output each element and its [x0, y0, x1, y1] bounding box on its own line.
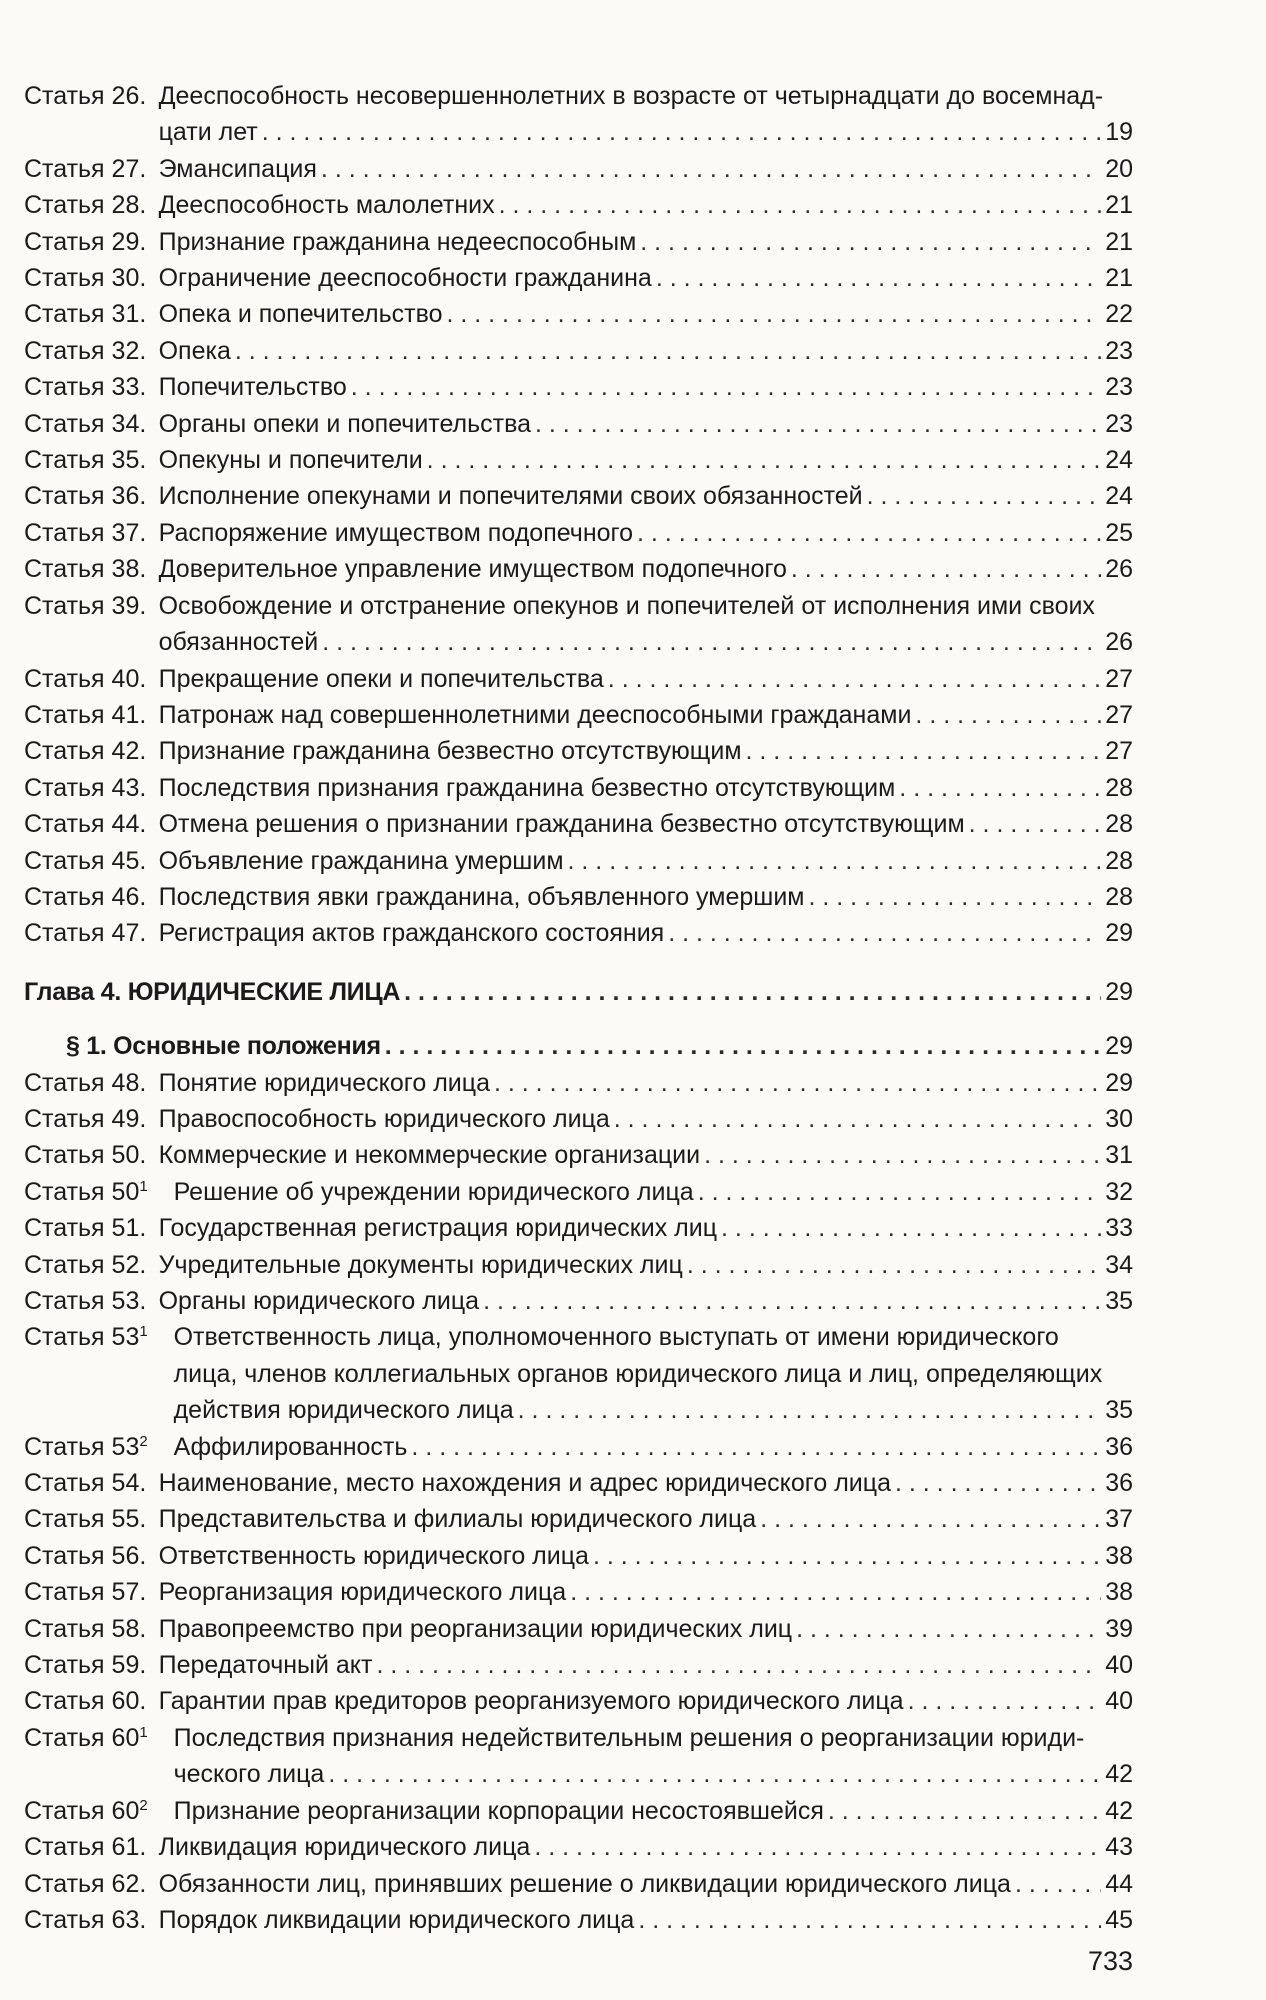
article-label: Статья [24, 1177, 105, 1206]
article-page: 25 [1105, 518, 1133, 547]
dot-leader [321, 151, 1101, 187]
article-page: 29 [1105, 919, 1133, 948]
article-page: 38 [1105, 1578, 1133, 1607]
toc-entry [24, 1210, 1133, 1246]
article-title: Дееспособность малолетних [158, 191, 495, 220]
article-number: 54. [111, 1469, 147, 1498]
article-number: 43. [111, 773, 147, 802]
toc-list-chapter-3 [24, 78, 1133, 952]
article-page: 27 [1105, 737, 1133, 766]
toc-entry [24, 1793, 1133, 1829]
article-label: Статья [24, 1796, 105, 1825]
article-title: Решение об учреждении юридического лица [173, 1177, 694, 1206]
dot-leader [568, 843, 1102, 879]
article-page: 21 [1105, 227, 1133, 256]
article-label: Статья [24, 1141, 105, 1170]
article-label: Статья [24, 1104, 105, 1133]
toc-entry [24, 1902, 1133, 1938]
article-label: Статья [24, 1869, 105, 1898]
dot-leader [895, 1465, 1101, 1501]
toc-entry [24, 151, 1133, 187]
article-label: Статья [24, 1651, 105, 1680]
toc-entry [24, 1174, 1133, 1210]
article-label: Статья [24, 919, 105, 948]
article-number: 36. [111, 482, 147, 511]
article-label: Статья [24, 373, 105, 402]
article-number: 27. [111, 154, 147, 183]
article-page: 35 [1105, 1287, 1133, 1315]
toc-entry [24, 588, 1133, 661]
article-title: цати лет [158, 118, 258, 147]
article-label: Статья [24, 1068, 105, 1097]
toc-entry [24, 661, 1133, 697]
dot-leader [796, 1611, 1101, 1647]
article-page: 32 [1105, 1177, 1133, 1206]
dot-leader [427, 442, 1102, 478]
article-label: Статья [24, 1614, 105, 1643]
dot-leader [698, 1174, 1102, 1210]
article-label: Статья [24, 191, 105, 220]
article-page: 36 [1105, 1469, 1133, 1498]
article-title: Объявление гражданина умершим [158, 846, 564, 875]
article-page: 27 [1105, 700, 1133, 729]
article-number: 48. [111, 1068, 147, 1097]
dot-leader [760, 1501, 1101, 1537]
article-number: 39. [111, 591, 147, 620]
toc-entry [24, 1429, 1133, 1465]
article-number: 26. [111, 82, 147, 110]
article-title: Обязанности лиц, принявших решение о ликвидации юридического лица [158, 1869, 1011, 1898]
article-label: Статья [24, 336, 105, 365]
article-label: Статья [24, 737, 105, 766]
article-title: Прекращение опеки и попечительства [158, 664, 604, 693]
article-label: Статья [24, 82, 105, 110]
page-number: 733 [1087, 1946, 1133, 1976]
article-title: Попечительство [158, 373, 347, 402]
toc-entry [24, 406, 1133, 442]
article-title: Признание гражданина недееспособным [158, 227, 637, 256]
article-title: Наименование, место нахождения и адрес юридического лица [158, 1469, 891, 1498]
article-page: 24 [1105, 482, 1133, 511]
article-label: Статья [24, 1214, 105, 1243]
article-number: 30. [111, 264, 147, 293]
toc-entry [24, 224, 1133, 260]
toc-entry [24, 369, 1133, 405]
article-title: Государственная регистрация юридических лиц [158, 1214, 718, 1243]
article-title: Правопреемство при реорганизации юридических лиц [158, 1614, 793, 1643]
dot-leader [404, 974, 1101, 1010]
article-label: Статья [24, 882, 105, 911]
article-page: 21 [1105, 264, 1133, 293]
toc-entry [24, 478, 1133, 514]
article-title: Органы юридического лица [158, 1287, 480, 1315]
article-number: 34. [111, 409, 147, 438]
article-number: 45. [111, 846, 147, 875]
dot-leader [499, 187, 1102, 223]
article-number: 32. [111, 336, 147, 365]
toc-chapter-heading [24, 974, 1133, 1010]
article-page: 23 [1105, 409, 1133, 438]
article-title: обязанностей [158, 628, 319, 657]
article-title: Учредительные документы юридических лиц [158, 1250, 683, 1279]
article-number-superscript: 1 [139, 1723, 148, 1741]
article-title: Доверительное управление имуществом подопечного [158, 555, 787, 584]
toc-entry [24, 879, 1133, 915]
article-number: $50^1$ [111, 1177, 148, 1206]
article-page: 42 [1105, 1796, 1133, 1825]
toc-entry [24, 1465, 1133, 1501]
dot-leader [608, 661, 1101, 697]
article-page: 31 [1105, 1141, 1133, 1170]
dot-leader [1015, 1866, 1101, 1902]
article-page: 44 [1105, 1869, 1133, 1898]
article-page: 26 [1105, 555, 1133, 584]
article-label: Статья [24, 1287, 105, 1315]
toc-list-chapter-4 [24, 1065, 1133, 1939]
article-number-superscript: 1 [139, 1177, 148, 1195]
article-label: Статья [24, 591, 105, 620]
article-page: 19 [1105, 118, 1133, 147]
toc-entry [24, 333, 1133, 369]
article-title: Исполнение опекунами и попечителями своих обязанностей [158, 482, 863, 511]
dot-leader [535, 406, 1101, 442]
article-page: 38 [1105, 1541, 1133, 1570]
article-label: Статья [24, 1723, 105, 1752]
article-title: Аффилированность [173, 1432, 408, 1461]
article-label: Статья [24, 300, 105, 329]
article-label: Статья [24, 1250, 105, 1279]
toc-entry [24, 1866, 1133, 1902]
dot-leader [656, 260, 1101, 296]
article-number: 61. [111, 1833, 147, 1862]
article-page: 23 [1105, 373, 1133, 402]
article-number: 38. [111, 555, 147, 584]
dot-leader [704, 1137, 1101, 1173]
article-number: 41. [111, 700, 147, 729]
dot-leader [908, 1683, 1102, 1719]
article-label: Статья [24, 700, 105, 729]
article-title: Порядок ликвидации юридического лица [158, 1905, 635, 1934]
dot-leader [638, 1902, 1101, 1938]
article-page: 27 [1105, 664, 1133, 693]
article-title: Признание реорганизации корпорации несостоявшейся [173, 1796, 824, 1825]
article-title: Распоряжение имуществом подопечного [158, 518, 634, 547]
toc-entry [24, 1065, 1133, 1101]
section-title: § 1. Основные положения [66, 1032, 381, 1061]
article-label: Статья [24, 664, 105, 693]
dot-leader [721, 1210, 1101, 1246]
dot-leader [808, 879, 1101, 915]
chapter-title: Глава 4. ЮРИДИЧЕСКИЕ ЛИЦА [24, 977, 401, 1006]
article-number: $53^2$ [111, 1432, 148, 1461]
dot-leader [494, 1065, 1101, 1101]
article-title: Представительства и филиалы юридического лица [158, 1505, 757, 1534]
article-page: 21 [1105, 191, 1133, 220]
article-label: Статья [24, 482, 105, 511]
dot-leader [867, 478, 1102, 514]
article-page: 29 [1105, 1068, 1133, 1097]
article-page: 33 [1105, 1214, 1133, 1243]
article-number: 44. [111, 810, 147, 839]
toc-entry [24, 551, 1133, 587]
article-number-superscript: 2 [139, 1432, 148, 1450]
article-title-line: лица, членов коллегиальных органов юридического лица и лиц, определяющих [173, 1359, 1103, 1388]
article-number: 55. [111, 1505, 147, 1534]
toc-entry [24, 1319, 1133, 1428]
dot-leader [351, 369, 1101, 405]
dot-leader [570, 1574, 1101, 1610]
article-page: 40 [1105, 1651, 1133, 1680]
article-number: 35. [111, 446, 147, 475]
toc-entry [24, 1101, 1133, 1137]
article-title: Гарантии прав кредиторов реорганизуемого юридического лица [158, 1687, 904, 1716]
article-page: 30 [1105, 1104, 1133, 1133]
dot-leader [411, 1429, 1101, 1465]
article-label: Статья [24, 1505, 105, 1534]
toc-entry [24, 1247, 1133, 1283]
article-label: Статья [24, 1578, 105, 1607]
article-title: ческого лица [173, 1760, 325, 1789]
article-page: 35 [1105, 1396, 1133, 1425]
article-title: Опека и попечительство [158, 300, 443, 329]
article-number: 46. [111, 882, 147, 911]
article-label: Статья [24, 1905, 105, 1934]
toc-entry [24, 1829, 1133, 1865]
article-number: 37. [111, 518, 147, 547]
article-number: 62. [111, 1869, 147, 1898]
article-page: 36 [1105, 1432, 1133, 1461]
article-title: Опекуны и попечители [158, 446, 423, 475]
toc-entry [24, 296, 1133, 332]
article-number: 57. [111, 1578, 147, 1607]
article-title: Понятие юридического лица [158, 1068, 490, 1097]
article-title-line: Освобождение и отстранение опекунов и попечителей от исполнения ими своих [158, 591, 1095, 620]
article-page: 20 [1105, 154, 1133, 183]
article-page: 34 [1105, 1250, 1133, 1279]
article-label: Статья [24, 1323, 105, 1352]
article-label: Статья [24, 1469, 105, 1498]
dot-leader [640, 224, 1101, 260]
dot-leader [899, 770, 1101, 806]
dot-leader [746, 733, 1102, 769]
article-title-line: Ответственность лица, уполномоченного выступать от имени юридического [173, 1323, 1059, 1352]
article-number: 28. [111, 191, 147, 220]
article-page: 37 [1105, 1505, 1133, 1534]
article-title: Регистрация актов гражданского состояния [158, 919, 665, 948]
article-title: Патронаж над совершеннолетними дееспособными гражданами [158, 700, 912, 729]
article-page: 42 [1105, 1760, 1133, 1789]
article-label: Статья [24, 1687, 105, 1716]
article-title: Ответственность юридического лица [158, 1541, 589, 1570]
toc-entry [24, 515, 1133, 551]
article-title-line: Последствия признания недействительным решения о реорганизации юриди- [173, 1723, 1085, 1752]
article-page: 40 [1105, 1687, 1133, 1716]
article-number: 33. [111, 373, 147, 402]
article-label: Статья [24, 1833, 105, 1862]
dot-leader [518, 1392, 1102, 1428]
article-page: 28 [1105, 882, 1133, 911]
article-label: Статья [24, 555, 105, 584]
toc-entry [24, 187, 1133, 223]
article-page: 23 [1105, 336, 1133, 365]
toc-entry [24, 1683, 1133, 1719]
chapter-page: 29 [1105, 977, 1133, 1006]
toc-entry [24, 1538, 1133, 1574]
article-page: 22 [1105, 300, 1133, 329]
article-page: 28 [1105, 773, 1133, 802]
article-page: 26 [1105, 628, 1133, 657]
article-number: $53^1$ [111, 1323, 148, 1352]
dot-leader [262, 114, 1101, 150]
toc-entry [24, 1611, 1133, 1647]
article-number: $60^2$ [111, 1796, 148, 1825]
article-label: Статья [24, 264, 105, 293]
dot-leader [614, 1101, 1101, 1137]
article-title: Органы опеки и попечительства [158, 409, 531, 438]
article-label: Статья [24, 409, 105, 438]
article-label: Статья [24, 810, 105, 839]
article-title: Последствия признания гражданина безвестно отсутствующим [158, 773, 896, 802]
dot-leader [593, 1538, 1101, 1574]
article-number-superscript: 2 [139, 1796, 148, 1814]
toc-entry [24, 770, 1133, 806]
toc-entry [24, 78, 1133, 151]
article-number: 58. [111, 1614, 147, 1643]
article-number: 59. [111, 1651, 147, 1680]
article-number: 42. [111, 737, 147, 766]
dot-leader [915, 697, 1101, 733]
toc-entry [24, 1574, 1133, 1610]
dot-leader [322, 624, 1101, 660]
toc-entry [24, 1501, 1133, 1537]
article-title: Последствия явки гражданина, объявленного умершим [158, 882, 805, 911]
article-title: Правоспособность юридического лица [158, 1104, 610, 1133]
article-number: 50. [111, 1141, 147, 1170]
article-number: 47. [111, 919, 147, 948]
dot-leader [828, 1793, 1101, 1829]
toc-entry [24, 806, 1133, 842]
dot-leader [637, 515, 1101, 551]
dot-leader [376, 1647, 1101, 1683]
article-title: Передаточный акт [158, 1651, 373, 1680]
toc-entry [24, 1647, 1133, 1683]
article-title: Признание гражданина безвестно отсутствующим [158, 737, 742, 766]
article-number: 63. [111, 1905, 147, 1934]
section-page: 29 [1105, 1032, 1133, 1061]
article-page: 43 [1105, 1833, 1133, 1862]
article-page: 28 [1105, 810, 1133, 839]
article-title: Ограничение дееспособности гражданина [158, 264, 652, 293]
article-number: 53. [111, 1287, 147, 1315]
article-label: Статья [24, 1432, 105, 1461]
dot-leader [385, 1028, 1101, 1064]
dot-leader [687, 1247, 1101, 1283]
dot-leader [483, 1283, 1101, 1319]
dot-leader [969, 806, 1102, 842]
dot-leader [446, 296, 1101, 332]
article-title: Реорганизация юридического лица [158, 1578, 567, 1607]
article-number: 29. [111, 227, 147, 256]
article-label: Статья [24, 518, 105, 547]
article-label: Статья [24, 227, 105, 256]
toc-entry [24, 260, 1133, 296]
article-number: 49. [111, 1104, 147, 1133]
article-number: 31. [111, 300, 147, 329]
dot-leader [328, 1756, 1101, 1792]
toc-entry [24, 1137, 1133, 1173]
article-title: Опека [158, 336, 231, 365]
article-label: Статья [24, 154, 105, 183]
article-label: Статья [24, 773, 105, 802]
article-page: 24 [1105, 446, 1133, 475]
dot-leader [235, 333, 1101, 369]
article-title-line: Дееспособность несовершеннолетних в возрасте от четырнадцати до восемнад- [158, 82, 1104, 110]
article-number: 56. [111, 1541, 147, 1570]
dot-leader [534, 1829, 1101, 1865]
article-number: 40. [111, 664, 147, 693]
article-title: Коммерческие и некоммерческие организации [158, 1141, 701, 1170]
article-number-superscript: 1 [139, 1323, 148, 1341]
article-page: 45 [1105, 1905, 1133, 1934]
article-label: Статья [24, 846, 105, 875]
toc-entry [24, 697, 1133, 733]
toc-entry [24, 1283, 1133, 1319]
article-page: 28 [1105, 846, 1133, 875]
article-number: 52. [111, 1250, 147, 1279]
article-number: $60^1$ [111, 1723, 148, 1752]
toc-entry [24, 1720, 1133, 1793]
toc-entry [24, 442, 1133, 478]
article-label: Статья [24, 1541, 105, 1570]
dot-leader [668, 915, 1101, 951]
toc-entry [24, 915, 1133, 951]
table-of-contents [24, 78, 1133, 1938]
article-title: действия юридического лица [173, 1396, 514, 1425]
article-label: Статья [24, 446, 105, 475]
article-page: 39 [1105, 1614, 1133, 1643]
dot-leader [791, 551, 1101, 587]
toc-section-heading [24, 1028, 1133, 1064]
toc-entry [24, 733, 1133, 769]
toc-entry [24, 843, 1133, 879]
article-title: Эмансипация [158, 154, 317, 183]
article-title: Ликвидация юридического лица [158, 1833, 531, 1862]
article-title: Отмена решения о признании гражданина безвестно отсутствующим [158, 810, 965, 839]
article-number: 51. [111, 1214, 147, 1243]
article-number: 60. [111, 1687, 147, 1716]
